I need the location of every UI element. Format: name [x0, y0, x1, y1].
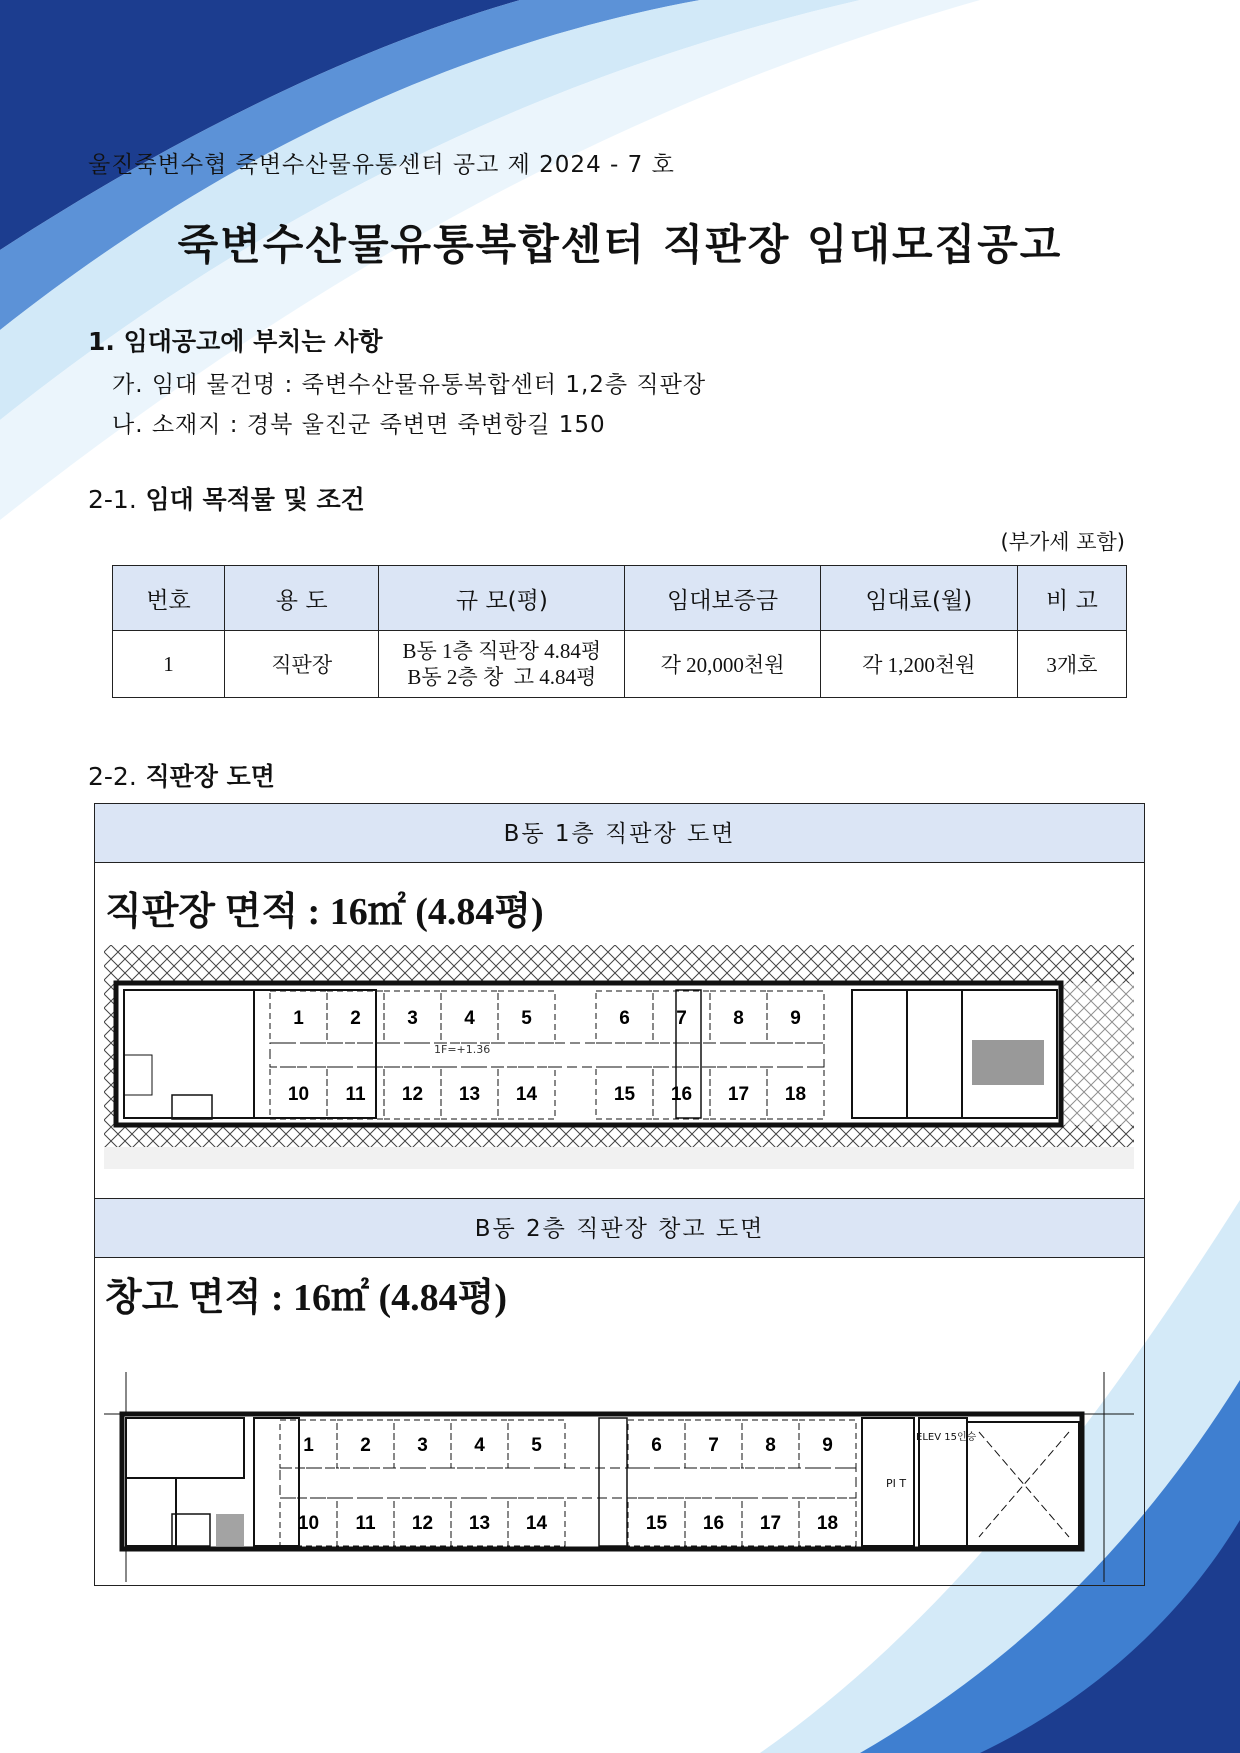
plan-1-unit-label: 11 [345, 1084, 366, 1105]
header-size: 규 모(평) [379, 566, 625, 631]
table-header-row [113, 566, 1127, 631]
table-row [113, 631, 1127, 698]
plan-1-area-label: 직판장 면적 : 16㎡ (4.84평) [105, 891, 544, 933]
plan-1-unit-label: 15 [613, 1084, 636, 1105]
plan-2-pit-label: PI T [886, 1477, 907, 1490]
section-2-1-heading [88, 480, 365, 516]
plan-1-unit-label: 14 [515, 1084, 538, 1105]
section-1-item-a: 가. 임대 물건명 : 죽변수산물유통복합센터 1,2층 직판장 [112, 372, 707, 398]
section-2-1-title: 임대 목적물 및 조건 [145, 485, 365, 514]
cell-use: 직판장 [225, 631, 379, 698]
plan-2-unit-label: 11 [355, 1513, 376, 1534]
header-number: 번호 [113, 566, 225, 631]
section-2-1-number: 2-1. [88, 485, 137, 514]
cell-size-line2: B동 2층 창 고 4.84평 [407, 665, 597, 689]
section-2-2-number: 2-2. [88, 762, 137, 791]
cell-rent: 각 1,200천원 [820, 631, 1017, 698]
plan-1-header: B동 1층 직판장 도면 [95, 803, 1144, 863]
lease-conditions-table [112, 565, 1127, 698]
section-2-2-title: 직판장 도면 [145, 762, 275, 791]
plan-2-unit-label: 5 [531, 1435, 542, 1456]
vat-note: (부가세 포함) [1000, 530, 1125, 554]
section-2-2-heading [88, 757, 275, 793]
cell-deposit: 각 20,000천원 [625, 631, 820, 698]
plan-1-unit-label: 1 [293, 1008, 304, 1029]
plan-1-unit-label: 16 [670, 1084, 693, 1105]
plan-2-area-label: 창고 면적 : 16㎡ (4.84평) [105, 1277, 508, 1319]
cell-note: 3개호 [1017, 631, 1126, 698]
section-1-title: 임대공고에 부치는 사항 [123, 327, 383, 356]
section-1-heading [88, 322, 383, 358]
plan-2-unit-label: 7 [708, 1435, 719, 1456]
notice-number: 울진죽변수협 죽변수산물유통센터 공고 제 2024 - 7 호 [88, 152, 675, 178]
floor-plan-1f-drawing [104, 945, 1134, 1175]
cell-size-line1: B동 1층 직판장 4.84평 [402, 639, 602, 663]
plan-1-unit-label: 6 [619, 1008, 630, 1029]
section-1-item-b: 나. 소재지 : 경북 울진군 죽변면 죽변항길 150 [112, 412, 606, 438]
header-rent: 임대료(월) [820, 566, 1017, 631]
plan-2-unit-label: 18 [816, 1513, 839, 1534]
plan-2-unit-label: 14 [525, 1513, 548, 1534]
cell-size [379, 631, 625, 698]
plan-1-unit-label: 9 [790, 1008, 801, 1029]
plan-1-unit-label: 12 [401, 1084, 424, 1105]
plan-2-unit-label: 12 [411, 1513, 434, 1534]
plan-2-unit-label: 6 [651, 1435, 662, 1456]
plan-1-level-marker: 1F=+1.36 [434, 1043, 491, 1056]
plan-2-unit-label: 4 [474, 1435, 485, 1456]
plan-2-header: B동 2층 직판장 창고 도면 [95, 1198, 1144, 1258]
header-note: 비 고 [1017, 566, 1126, 631]
plan-1-unit-label: 10 [287, 1084, 310, 1105]
plan-1-unit-label: 3 [407, 1008, 418, 1029]
plan-2-elev-label: ELEV 15인승 [916, 1432, 977, 1443]
plan-2-unit-label: 9 [822, 1435, 833, 1456]
plan-1-unit-label: 7 [676, 1008, 687, 1029]
floor-plan-2f-drawing [104, 1372, 1134, 1582]
plan-2-unit-label: 17 [759, 1513, 782, 1534]
plan-2-unit-label: 16 [702, 1513, 725, 1534]
plan-1-unit-label: 18 [784, 1084, 807, 1105]
plan-2-unit-label: 10 [297, 1513, 320, 1534]
plan-2-unit-label: 8 [765, 1435, 776, 1456]
plan-2-unit-label: 2 [360, 1435, 371, 1456]
plan-2-unit-label: 1 [303, 1435, 314, 1456]
header-deposit: 임대보증금 [625, 566, 820, 631]
plan-1-unit-label: 4 [464, 1008, 475, 1029]
plan-1-unit-label: 13 [458, 1084, 481, 1105]
section-1-number: 1. [88, 327, 115, 356]
plan-1-unit-label: 8 [733, 1008, 744, 1029]
cell-number: 1 [113, 631, 225, 698]
plan-1-unit-label: 2 [350, 1008, 361, 1029]
plan-2-unit-label: 15 [645, 1513, 668, 1534]
plan-2-unit-label: 3 [417, 1435, 428, 1456]
plan-2-unit-label: 13 [468, 1513, 491, 1534]
header-use: 용 도 [225, 566, 379, 631]
plan-1-unit-label: 17 [727, 1084, 750, 1105]
page-title: 죽변수산물유통복합센터 직판장 임대모집공고 [177, 220, 1063, 269]
plan-1-unit-label: 5 [521, 1008, 532, 1029]
